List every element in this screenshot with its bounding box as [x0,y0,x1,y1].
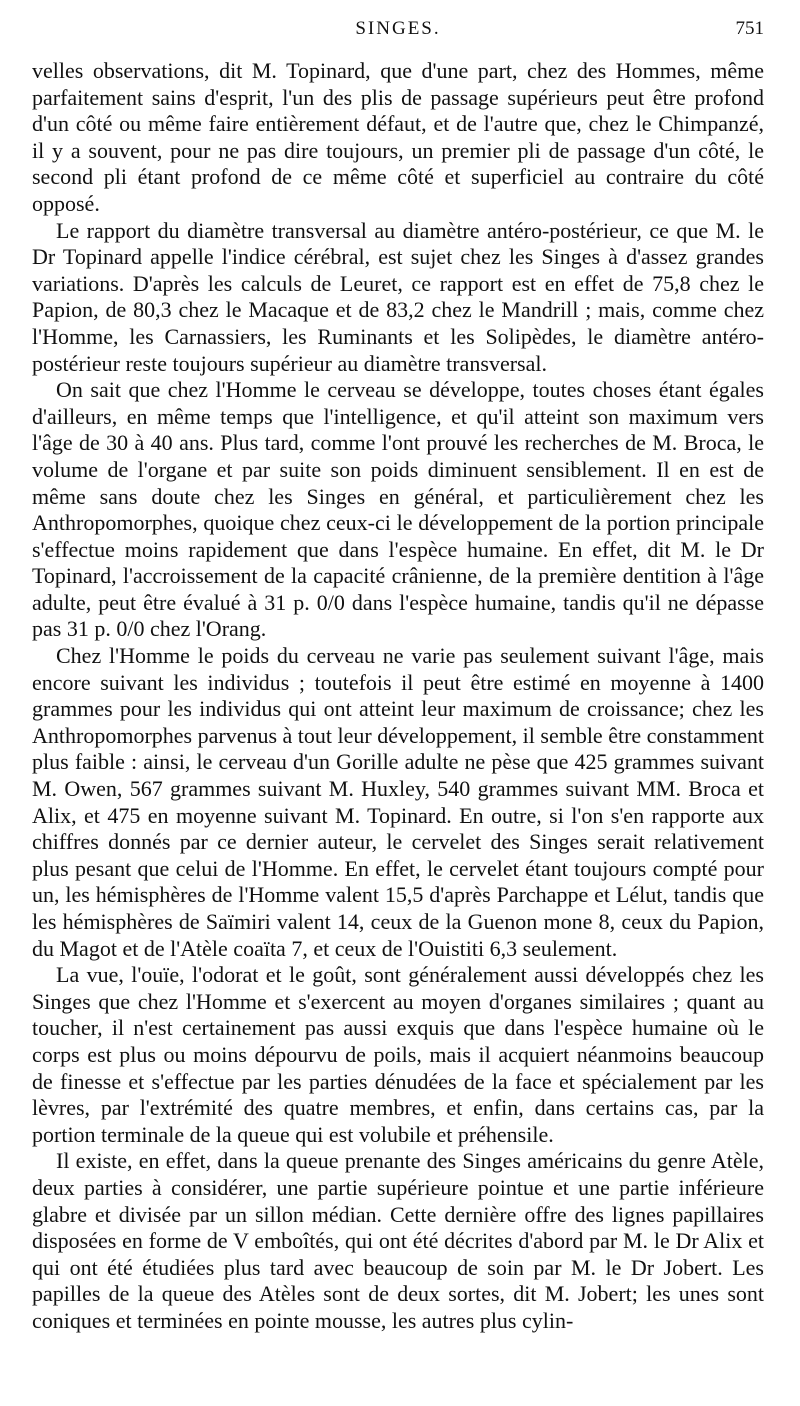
page-header [32,18,764,50]
paragraph: Il existe, en effet, dans la queue prenante des Singes américains du genre Atèle, deux parties à considérer, une partie supérieure pointue et une partie inférieure glabre et divisée par un sillon médian. Cette dernière offre des lignes papillaires disposées en forme de V emboîtés, qui ont été décrites d'abord par M. le Dr Alix et qui ont été étudiées plus tard avec beaucoup de soin par M. le Dr Jobert. Les papilles de la queue des Atèles sont de deux sortes, dit M. Jobert; les unes sont coniques et terminées en pointe mousse, les autres plus cylin- [32,1148,764,1333]
paragraph: On sait que chez l'Homme le cerveau se développe, toutes choses étant égales d'ailleurs, en même temps que l'intelligence, et qu'il atteint son maximum vers l'âge de 30 à 40 ans. Plus tard, comme l'ont prouvé les recherches de M. Broca, le volume de l'organe et par suite son poids diminuent sensiblement. Il en est de même sans doute chez les Singes en général, et particulièrement chez les Anthropomorphes, quoique chez ceux-ci le développement de la portion principale s'effectue moins rapidement que dans l'espèce humaine. En effet, dit M. le Dr Topinard, l'accroissement de la capacité crânienne, de la première dentition à l'âge adulte, peut être évalué à 31 p. 0/0 dans l'espèce humaine, tandis qu'il ne dépasse pas 31 p. 0/0 chez l'Orang. [32,377,764,642]
running-title: SINGES. [355,18,441,39]
paragraph: La vue, l'ouïe, l'odorat et le goût, sont généralement aussi développés chez les Singes que chez l'Homme et s'exercent au moyen d'organes similaires ; quant au toucher, il n'est certainement pas aussi exquis que dans l'espèce humaine où le corps est plus ou moins dépourvu de poils, mais il acquiert néanmoins beaucoup de finesse et s'effectue par les parties dénudées de la face et spécialement par les lèvres, par l'extrémité des quatre membres, et enfin, dans certains cas, par la portion terminale de la queue qui est volubile et préhensile. [32,962,764,1147]
paragraph: Le rapport du diamètre transversal au diamètre antéro-postérieur, ce que M. le Dr Topinard appelle l'indice cérébral, est sujet chez les Singes à d'assez grandes variations. D'après les calculs de Leuret, ce rapport est en effet de 75,8 chez le Papion, de 80,3 chez le Macaque et de 83,2 chez le Mandrill ; mais, comme chez l'Homme, les Carnassiers, les Ruminants et les Solipèdes, le diamètre antéro-postérieur reste toujours supérieur au diamètre transversal. [32,217,764,376]
body-text [32,58,764,1335]
paragraph-continuation: velles observations, dit M. Topinard, que d'une part, chez des Hommes, même parfaitement sains d'esprit, l'un des plis de passage supérieurs peut être profond d'un côté ou même faire entièrement défaut, et de l'autre que, chez le Chimpanzé, il y a souvent, pour ne pas dire toujours, un premier pli de passage d'un côté, le second pli étant profond de ce même côté et superficiel au contraire du côté opposé. [32,58,764,216]
page-number: 751 [735,18,764,39]
paragraph: Chez l'Homme le poids du cerveau ne varie pas seulement suivant l'âge, mais encore suivant les individus ; toutefois il peut être estimé en moyenne à 1400 grammes pour les individus qui ont atteint leur maximum de croissance; chez les Anthropomorphes parvenus à tout leur développement, il semble être constamment plus faible : ainsi, le cerveau d'un Gorille adulte ne pèse que 425 grammes suivant M. Owen, 567 grammes suivant M. Huxley, 540 grammes suivant MM. Broca et Alix, et 475 en moyenne suivant M. Topinard. En outre, si l'on s'en rapporte aux chiffres donnés par ce dernier auteur, le cervelet des Singes serait relativement plus pesant que celui de l'Homme. En effet, le cervelet étant toujours compté pour un, les hémisphères de l'Homme valent 15,5 d'après Parchappe et Lélut, tandis que les hémisphères de Saïmiri valent 14, ceux de la Guenon mone 8, ceux du Papion, du Magot et de l'Atèle coaïta 7, et ceux de l'Ouistiti 6,3 seulement. [32,643,764,961]
